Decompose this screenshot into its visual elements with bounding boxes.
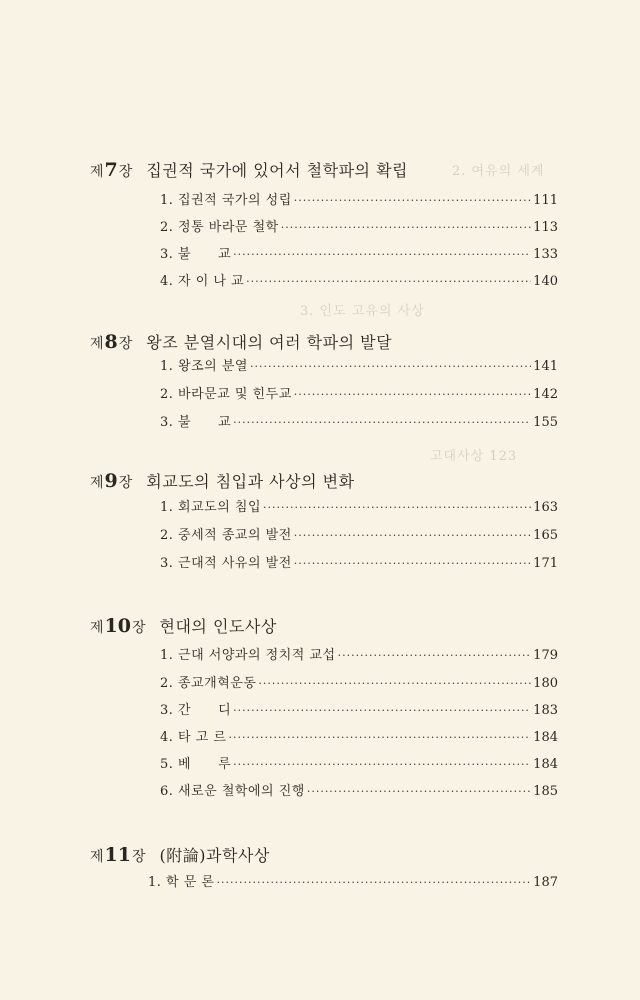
toc-entry[interactable] (160, 728, 558, 748)
dot-leader (263, 498, 531, 518)
dot-leader (233, 755, 531, 775)
entry-label: 2. 종교개혁운동 (160, 676, 257, 691)
chapter-suffix: 장 (118, 475, 133, 491)
chapter-number: 8 (104, 331, 118, 353)
entry-label: 5. 베 루 (160, 757, 232, 772)
chapter-prefix: 제 (90, 475, 104, 491)
entry-label: 3. 불 교 (160, 247, 232, 262)
chapter-title: (附論)과학사상 (159, 846, 270, 865)
chapter-prefix: 제 (90, 849, 104, 865)
entry-page-number: 165 (533, 528, 558, 543)
toc-entry[interactable] (160, 498, 558, 518)
entry-label: 3. 근대적 사유의 발전 (160, 556, 292, 571)
dot-leader (250, 357, 531, 377)
toc-entry[interactable] (160, 218, 558, 238)
dot-leader (307, 782, 531, 802)
entry-label: 2. 정통 바라문 철학 (160, 220, 279, 235)
toc-entry[interactable] (160, 413, 558, 433)
entry-page-number: 187 (533, 875, 558, 890)
entry-page-number: 133 (533, 247, 558, 262)
chapter-number: 10 (104, 615, 131, 637)
chapter-title: 집권적 국가에 있어서 철학파의 확립 (146, 161, 408, 180)
entry-label: 4. 자 이 나 교 (160, 274, 245, 289)
dot-leader (294, 554, 531, 574)
chapter-suffix: 장 (118, 336, 133, 352)
toc-entry[interactable] (160, 646, 558, 666)
chapter-suffix: 장 (131, 849, 146, 865)
toc-entry[interactable] (160, 701, 558, 721)
entry-page-number: 155 (533, 415, 558, 430)
entry-page-number: 140 (533, 274, 558, 289)
entry-label: 1. 근대 서양과의 정치적 교섭 (160, 648, 336, 663)
entry-page-number: 142 (533, 387, 558, 402)
entry-label: 1. 학 문 론 (148, 875, 215, 890)
entry-label: 6. 새로운 철학에의 진행 (160, 784, 305, 799)
toc-entry[interactable] (160, 526, 558, 546)
toc-entry[interactable] (160, 191, 558, 211)
toc-entry[interactable] (160, 554, 558, 574)
bleed-through-text-a: 2. 여유의 세계 (452, 164, 545, 179)
bleed-through-text-b: 3. 인도 고유의 사상 (300, 304, 425, 319)
entry-page-number: 184 (533, 757, 558, 772)
entry-page-number: 183 (533, 703, 558, 718)
chapter-title: 회교도의 침입과 사상의 변화 (146, 472, 355, 491)
chapter-number: 11 (104, 844, 131, 866)
entry-label: 3. 불 교 (160, 415, 232, 430)
entry-label: 1. 집권적 국가의 성립 (160, 193, 292, 208)
dot-leader (294, 191, 531, 211)
entry-label: 2. 중세적 종교의 발전 (160, 528, 292, 543)
chapter-number: 9 (104, 470, 118, 492)
dot-leader (294, 526, 531, 546)
entry-page-number: 180 (533, 676, 558, 691)
entry-label: 1. 회교도의 침입 (160, 500, 262, 515)
chapter-heading (90, 614, 277, 638)
chapter-suffix: 장 (131, 620, 146, 636)
chapter-suffix: 장 (118, 164, 133, 180)
entry-page-number: 185 (533, 784, 558, 799)
dot-leader (228, 728, 531, 748)
entry-label: 4. 타 고 르 (160, 730, 227, 745)
chapter-heading (90, 843, 270, 867)
toc-entry[interactable] (160, 674, 558, 694)
entry-label: 3. 간 디 (160, 703, 232, 718)
dot-leader (216, 873, 531, 893)
dot-leader (233, 413, 531, 433)
chapter-title: 왕조 분열시대의 여러 학파의 발달 (146, 333, 393, 352)
entry-page-number: 184 (533, 730, 558, 745)
entry-page-number: 171 (533, 556, 558, 571)
dot-leader (233, 701, 531, 721)
chapter-title: 현대의 인도사상 (159, 617, 277, 636)
toc-entry[interactable] (160, 782, 558, 802)
chapter-heading (90, 469, 355, 493)
entry-page-number: 179 (533, 648, 558, 663)
entry-page-number: 113 (533, 220, 558, 235)
chapter-prefix: 제 (90, 164, 104, 180)
entry-label: 2. 바라문교 및 힌두교 (160, 387, 292, 402)
toc-entry[interactable] (160, 357, 558, 377)
toc-entry[interactable] (160, 272, 558, 292)
chapter-prefix: 제 (90, 620, 104, 636)
dot-leader (258, 674, 531, 694)
toc-entry[interactable] (160, 245, 558, 265)
entry-label: 1. 왕조의 분열 (160, 359, 248, 374)
dot-leader (294, 385, 531, 405)
chapter-prefix: 제 (90, 336, 104, 352)
entry-page-number: 163 (533, 500, 558, 515)
entry-page-number: 111 (533, 193, 558, 208)
chapter-heading (90, 158, 408, 182)
chapter-number: 7 (104, 159, 118, 181)
toc-entry[interactable] (148, 873, 558, 893)
toc-entry[interactable] (160, 385, 558, 405)
dot-leader (246, 272, 531, 292)
dot-leader (281, 218, 531, 238)
entry-page-number: 141 (533, 359, 558, 374)
chapter-heading (90, 330, 392, 354)
dot-leader (233, 245, 531, 265)
dot-leader (338, 646, 532, 666)
bleed-through-text-c: 고대사상 123 (430, 449, 518, 464)
toc-entry[interactable] (160, 755, 558, 775)
